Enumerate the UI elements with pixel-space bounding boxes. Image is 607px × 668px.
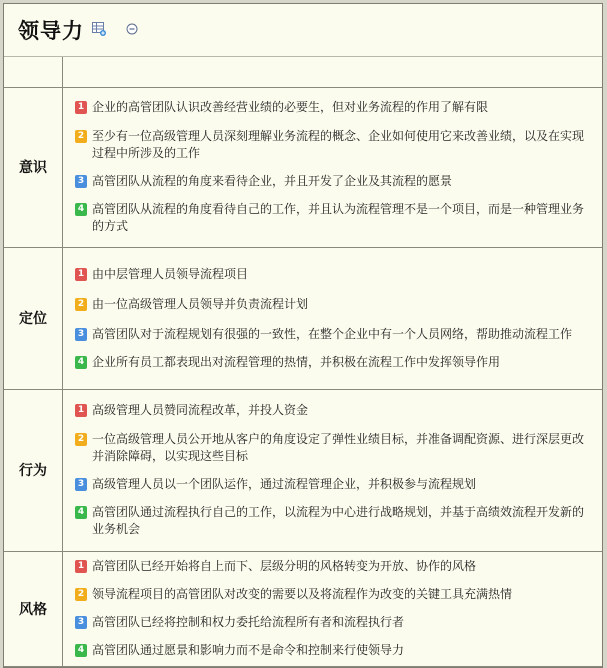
item-text: 高管团队从流程的角度来看待企业，并且开发了企业及其流程的愿景 bbox=[92, 174, 453, 189]
priority-1-icon: 1 bbox=[75, 268, 87, 281]
list-item[interactable] bbox=[63, 558, 602, 575]
item-text: 高级管理人员赞同流程改革，并投人资金 bbox=[92, 403, 309, 417]
item-text: 高管团队对于流程规划有很强的一致性，在整个企业中有一个人员网络，帮助推动流程工作 bbox=[92, 326, 573, 341]
priority-4-icon: 4 bbox=[75, 203, 87, 216]
item-text: 由一位高级管理人员领导并负责流程计划 bbox=[92, 296, 309, 311]
section-row bbox=[4, 247, 602, 389]
item-text: 一位高级管理人员公开地从客户的角度设定了弹性业绩目标，并准备调配资源、进行深层更改并消除障碍，以实现这些目标 bbox=[92, 432, 585, 463]
section-items bbox=[63, 88, 603, 247]
section-label: 行为 bbox=[4, 389, 63, 551]
list-item[interactable] bbox=[63, 201, 602, 235]
leadership-matrix bbox=[4, 88, 602, 667]
section-items bbox=[63, 389, 603, 551]
section-label: 意识 bbox=[4, 88, 63, 247]
priority-1-icon: 1 bbox=[75, 404, 87, 417]
priority-1-icon: 1 bbox=[75, 560, 87, 573]
item-text: 高级管理人员以一个团队运作，通过流程管理企业，并积极参与流程规划 bbox=[92, 477, 477, 491]
priority-3-icon: 3 bbox=[75, 478, 87, 491]
leadership-topic-frame bbox=[3, 3, 603, 668]
list-item[interactable] bbox=[63, 476, 602, 493]
item-text: 高管团队通过愿景和影响力而不是命令和控制来行使领导力 bbox=[92, 643, 405, 657]
topic-title: 领导力 bbox=[18, 19, 84, 43]
item-text: 高管团队已经开始将自上而下、层级分明的风格转变为开放、协作的风格 bbox=[92, 559, 477, 573]
list-item[interactable] bbox=[63, 296, 602, 313]
priority-4-icon: 4 bbox=[75, 356, 87, 369]
list-item[interactable] bbox=[63, 326, 602, 343]
list-item[interactable] bbox=[63, 354, 602, 371]
priority-3-icon: 3 bbox=[75, 175, 87, 188]
priority-4-icon: 4 bbox=[75, 506, 87, 519]
section-items bbox=[63, 551, 603, 666]
column-divider bbox=[62, 57, 63, 87]
collapse-icon[interactable] bbox=[126, 23, 138, 35]
item-text: 高管团队通过流程执行自己的工作，以流程为中心进行战略规划，并基于高绩效流程开发新的业务机会 bbox=[92, 505, 585, 536]
priority-2-icon: 2 bbox=[75, 130, 87, 143]
list-item[interactable] bbox=[63, 586, 602, 603]
section-items bbox=[63, 247, 603, 389]
table-header-row bbox=[4, 57, 602, 88]
section-label: 定位 bbox=[4, 247, 63, 389]
section-row bbox=[4, 389, 602, 551]
priority-1-icon: 1 bbox=[75, 101, 87, 114]
item-text: 高管团队已经将控制和权力委托给流程所有者和流程执行者 bbox=[92, 615, 405, 629]
add-table-icon[interactable] bbox=[92, 22, 106, 36]
list-item[interactable] bbox=[63, 99, 602, 116]
list-item[interactable] bbox=[63, 431, 602, 465]
priority-3-icon: 3 bbox=[75, 616, 87, 629]
list-item[interactable] bbox=[63, 504, 602, 538]
priority-3-icon: 3 bbox=[75, 328, 87, 341]
priority-2-icon: 2 bbox=[75, 588, 87, 601]
item-text: 至少有一位高级管理人员深刻理解业务流程的概念、企业如何使用它来改善业绩，以及在实现过程中所涉及的工作 bbox=[92, 129, 585, 161]
item-text: 企业的高管团队认识改善经营业绩的必要生，但对业务流程的作用了解有限 bbox=[92, 100, 489, 115]
item-text: 高管团队从流程的角度看待自己的工作，并且认为流程管理不是一个项目，而是一种管理业务的方式 bbox=[92, 202, 585, 234]
item-text: 由中层管理人员领导流程项目 bbox=[92, 266, 249, 281]
priority-2-icon: 2 bbox=[75, 433, 87, 446]
list-item[interactable] bbox=[63, 402, 602, 419]
topic-header bbox=[4, 4, 602, 57]
section-row bbox=[4, 88, 602, 247]
list-item[interactable] bbox=[63, 128, 602, 162]
priority-4-icon: 4 bbox=[75, 644, 87, 657]
item-text: 企业所有员工都表现出对流程管理的热情，并积极在流程工作中发挥领导作用 bbox=[92, 354, 501, 369]
section-label: 风格 bbox=[4, 551, 63, 666]
priority-2-icon: 2 bbox=[75, 298, 87, 311]
list-item[interactable] bbox=[63, 614, 602, 631]
list-item[interactable] bbox=[63, 642, 602, 659]
item-text: 领导流程项目的高管团队对改变的需要以及将流程作为改变的关键工具充满热情 bbox=[92, 587, 513, 601]
list-item[interactable] bbox=[63, 173, 602, 190]
section-row bbox=[4, 551, 602, 666]
list-item[interactable] bbox=[63, 266, 602, 283]
